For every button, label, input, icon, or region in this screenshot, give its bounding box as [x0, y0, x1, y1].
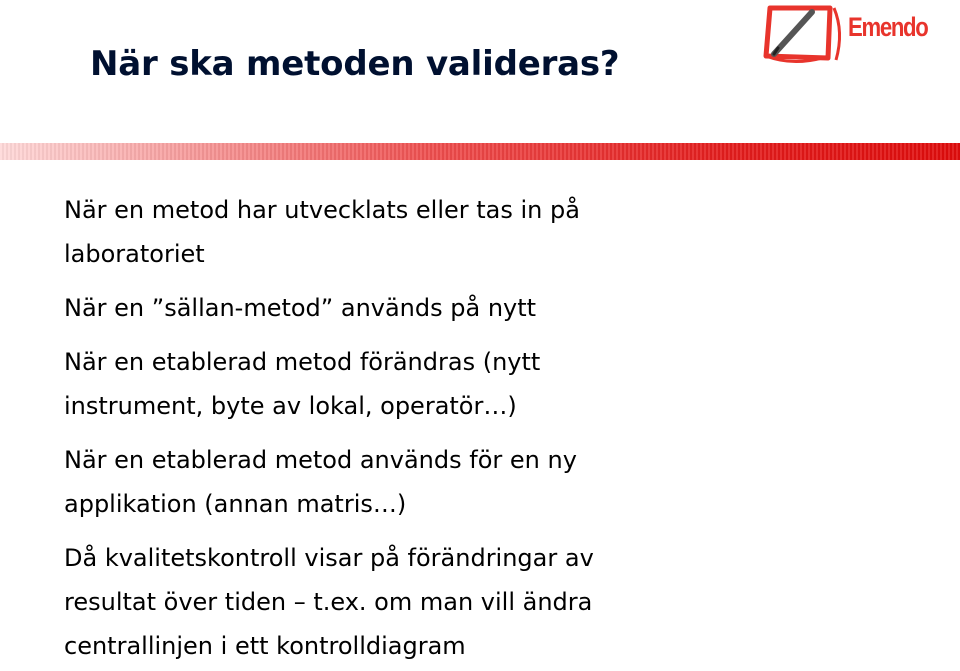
list-item: [64, 286, 934, 330]
list-item: [64, 340, 934, 428]
list-item: [64, 536, 934, 668]
list-item: [64, 438, 934, 526]
bullet-list: [64, 188, 934, 668]
list-item-line: laboratoriet: [64, 240, 205, 268]
list-item-line: applikation (annan matris…): [64, 490, 407, 518]
list-item-line: resultat över tiden – t.ex. om man vill ändra: [64, 588, 593, 616]
list-item-line: När en metod har utvecklats eller tas in på: [64, 196, 580, 224]
list-item-line: Då kvalitetskontroll visar på förändringar av: [64, 544, 594, 572]
logo-text: Emendo: [848, 12, 928, 42]
slide-title: När ska metoden valideras?: [90, 44, 620, 84]
list-item-line: När en etablerad metod används för en ny: [64, 446, 577, 474]
list-item-line: När en etablerad metod förändras (nytt: [64, 348, 541, 376]
pen-in-frame-icon: [766, 8, 840, 62]
list-item: [64, 188, 934, 276]
list-item-line: När en ”sällan-metod” används på nytt: [64, 294, 537, 322]
list-item-line: instrument, byte av lokal, operatör…): [64, 392, 517, 420]
divider-texture: [0, 143, 960, 160]
list-item-line: centrallinjen i ett kontrolldiagram: [64, 632, 466, 660]
